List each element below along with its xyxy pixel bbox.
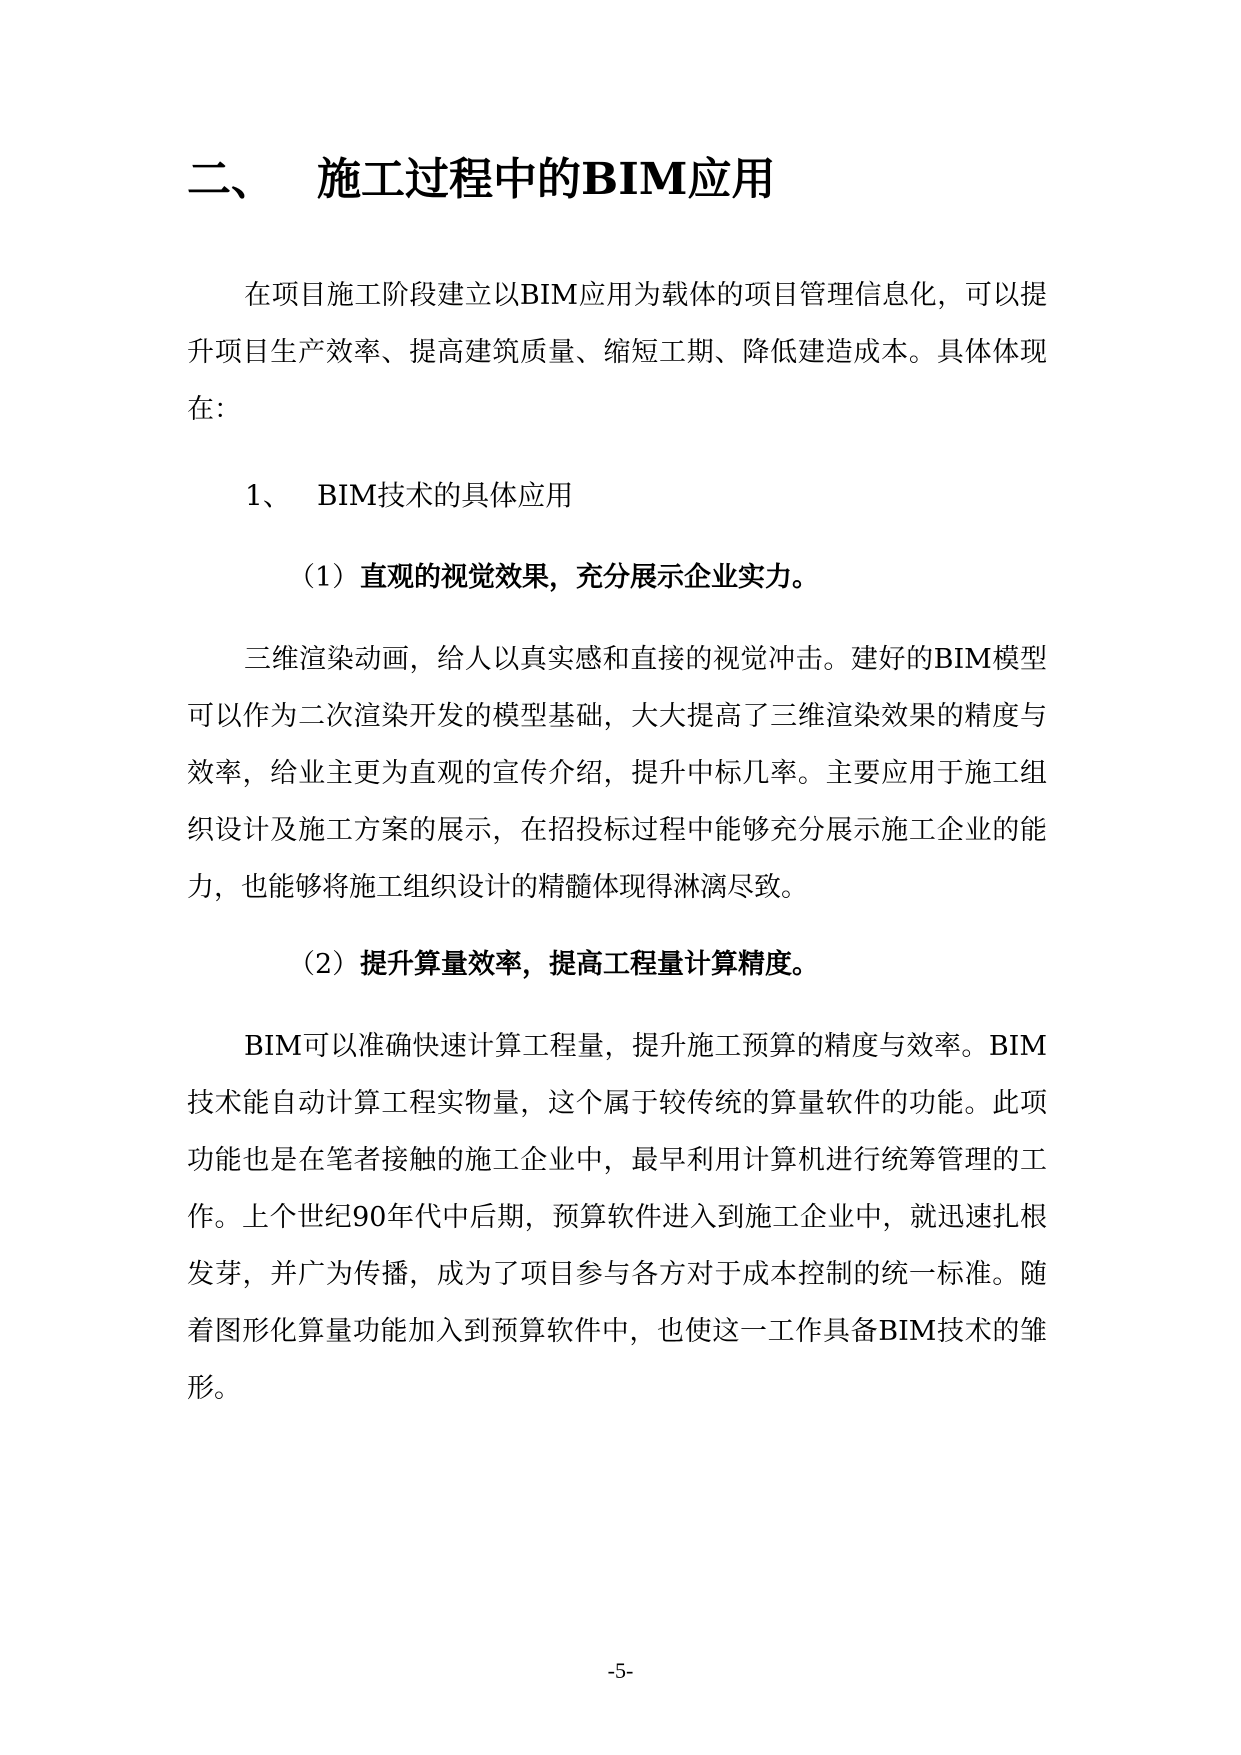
page-number: -5- [607, 1658, 634, 1683]
subsection-heading-1 [288, 558, 819, 598]
section-title: BIM技术的具体应用 [317, 479, 574, 512]
subsection-paragraph-1: 三维渲染动画，给人以真实感和直接的视觉冲击。建好的BIM模型可以作为二次渲染开发的模型基础，大大提高了三维渲染效果的精度与效率，给业主更为直观的宣传介绍，提升中标几率。主要应用于施工组织设计及施工方案的展示，在招投标过程中能够充分展示施工企业的能力，也能够将施工组织设计的精髓体现得淋漓尽致。 [187, 644, 1047, 903]
subsection-number: （1） [288, 562, 360, 593]
subsection-paragraph-2: BIM可以准确快速计算工程量，提升施工预算的精度与效率。BIM技术能自动计算工程实物量，这个属于较传统的算量软件的功能。此项功能也是在笔者接触的施工企业中，最早利用计算机进行统筹管理的工作。上个世纪90年代中后期，预算软件进入到施工企业中，就迅速扎根发芽，并广为传播，成为了项目参与各方对于成本控制的统一标准。随着图形化算量功能加入到预算软件中，也使这一工作具备BIM技术的雏形。 [187, 1031, 1047, 1404]
subsection-heading-2 [288, 945, 819, 985]
subsection-title: 提升算量效率，提高工程量计算精度。 [360, 949, 819, 980]
section-heading [245, 476, 573, 516]
subsection-title: 直观的视觉效果，充分展示企业实力。 [360, 562, 819, 593]
chapter-heading [187, 150, 775, 210]
section-number: 1、 [245, 479, 291, 512]
chapter-number: 二、 [187, 154, 275, 205]
chapter-title: 施工过程中的BIM应用 [317, 154, 776, 205]
intro-paragraph: 在项目施工阶段建立以BIM应用为载体的项目管理信息化，可以提升项目生产效率、提高建筑质量、缩短工期、降低建造成本。具体体现在： [187, 280, 1047, 425]
subsection-number: （2） [288, 949, 360, 980]
